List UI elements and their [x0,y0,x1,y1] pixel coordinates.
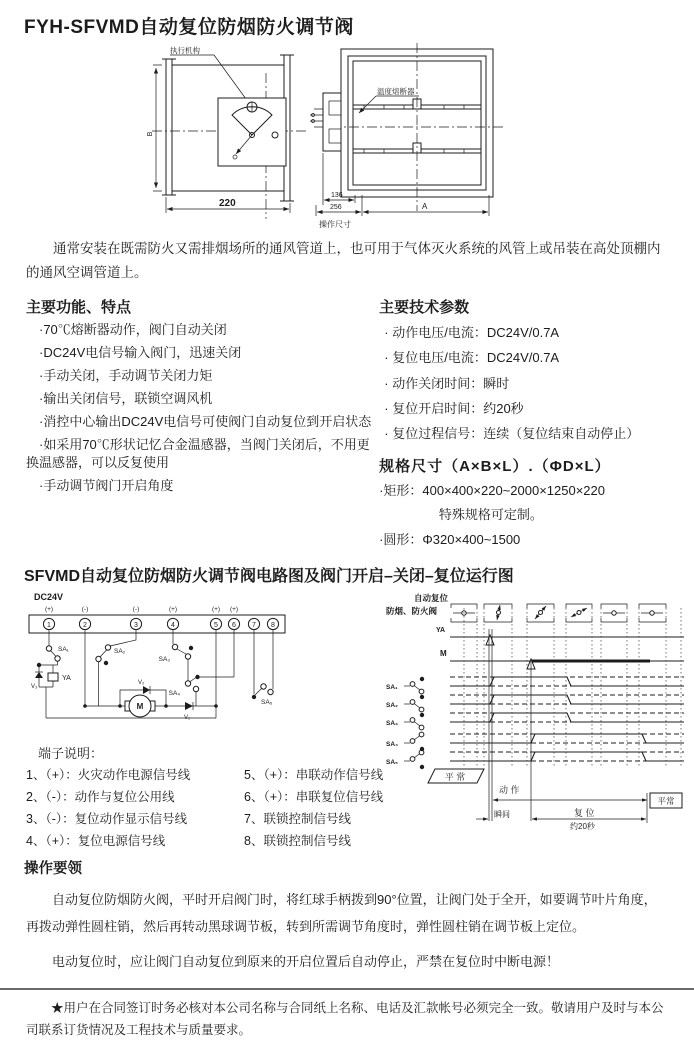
phase-reset-time: 约20秒 [570,822,595,832]
timing-diagram [384,589,694,833]
sa2-label: SA₂ [114,648,126,656]
feature-item: ·消控中心输出DC24V电信号可使阀门自动复位到开启状态 [39,413,372,429]
timing-sa4-label: SA₄ [386,741,399,749]
diagram-section-heading: SFVMD自动复位防烟防火调节阀电路图及阀门开启–关闭–复位运行图 [24,568,514,586]
param-item: · 动作电压/电流：DC24V/0.7A [384,324,560,340]
terminal-number: 6 [232,622,236,630]
circuit-and-notes [26,589,384,853]
diagram-row [26,589,694,853]
circuit-power-label: DC24V [34,592,64,603]
polarity-1: (+) [44,606,54,614]
terminal-note: 7、联锁控制信号线 [244,811,351,826]
v1-diode-label: V₁ [184,715,191,722]
phase-instant: 瞬间 [494,810,510,820]
timing-ya-label: YA [436,627,446,635]
v2-diode-label: V₂ [138,680,145,687]
timing-sa2-label: SA₂ [386,702,398,710]
terminal-number: 2 [83,622,87,630]
circuit-wiring [31,630,273,721]
valve-drawing-svg [126,43,506,231]
feature-item: ·如采用70℃形状记忆合金温感器，当阀门关闭后，不用更换温感器，可以反复使用 [26,436,370,471]
timing-phase-labels [428,769,682,831]
front-view-drawing [310,43,503,229]
size-rect-line: ·矩形：400×400×220~2000×1250×220 [379,482,605,498]
polarity-2: (-) [81,606,89,614]
technical-drawings [126,43,694,231]
phase-normal-left: 平 常 [444,772,466,783]
size-rect-note: 特殊规格可定制。 [438,507,543,523]
terminal-strip [43,619,278,630]
polarity-6: (+) [229,606,239,614]
feature-param-columns [26,292,668,556]
dim-a-label: A [422,202,428,211]
terminal-note: 6、（+）：串联复位信号线 [244,790,384,805]
timing-title-1: 自动复位 [414,593,449,604]
operation-heading: 操作要领 [24,860,82,877]
feature-item: ·DC24V电信号输入阀门，迅速关闭 [39,345,242,361]
operate-dims-label: 操作尺寸 [319,220,351,229]
timing-sa3-label: SA₃ [386,720,399,728]
actuator-label: 执行机构 [170,46,200,55]
terminal-note: 1、（+）：火灾动作电源信号线 [26,768,191,783]
param-item: · 复位电压/电流：DC24V/0.7A [384,350,560,366]
sa4-label: SA₄ [168,690,180,698]
terminal-notes-heading: 端子说明： [38,746,104,762]
fuse-label: 温度熔断器 [377,87,415,96]
params-heading: 主要技术参数 [379,298,470,316]
page-title: FYH-SFVMD自动复位防烟防火调节阀 [24,17,354,38]
terminal-notes [26,743,384,853]
intro-paragraph: 通常安装在既需防火又需排烟场所的通风管道上，也可用于气体灭火系统的风管上或吊装在高处顶棚内的通风空调管道上。 [26,241,661,281]
param-item: · 复位过程信号：连续（复位结束自动停止） [384,426,640,442]
footer-note [0,988,694,1042]
size-heading: 规格尺寸（A×B×L）.（ΦD×L） [379,457,611,475]
phase-normal-right: 平常 [657,796,675,807]
v3-diode-label: V₃ [31,684,38,691]
motor-symbol: M [136,702,144,712]
valve-state-cells [451,604,666,622]
terminal-notes-right [244,765,384,853]
polarity-5: (+) [211,606,221,614]
terminal-number: 4 [171,622,175,630]
terminal-number: 5 [214,622,218,630]
timing-sa5-label: SA₅ [386,759,399,767]
terminal-note: 3、（-）：复位动作显示信号线 [26,811,188,826]
footer-note-text: ★用户在合同签订时务必核对本公司名称与合同纸上名称、电话及汇款帐号必须完全一致。敬请用户及时与本公司联系订货情况及工程技术与质量要求。 [26,1000,664,1038]
param-item: · 复位开启时间：约20秒 [384,400,524,416]
terminal-note: 4、（+）：复位电源信号线 [26,833,166,848]
feature-item: ·手动关闭，手动调节关闭力矩 [39,368,213,383]
ya-coil-label: YA [62,675,71,683]
side-view-drawing [147,45,308,219]
param-item: · 动作关闭时间：瞬时 [384,375,510,391]
feature-item: ·70℃熔断器动作，阀门自动关闭 [39,322,227,338]
terminal-number: 3 [134,622,138,630]
params-column [379,292,668,556]
features-heading: 主要功能、特点 [26,298,132,316]
sa5-label: SA₅ [261,699,273,707]
timing-sa1-label: SA₁ [386,684,398,692]
sa-waveforms [386,677,684,769]
terminal-number: 1 [47,622,51,630]
dim-136-label: 136 [331,192,343,199]
features-column [26,292,379,556]
dim-256-label: 256 [330,204,342,211]
terminal-notes-left [26,765,244,853]
terminal-note: 8、联锁控制信号线 [244,833,351,848]
terminal-note: 2、（-）：动作与复位公用线 [26,790,175,805]
feature-item: ·手动调节阀门开启角度 [39,478,174,494]
terminal-number: 8 [271,622,275,630]
polarity-3: (-) [132,606,140,614]
dim-220-label: 220 [219,198,236,209]
dim-b-label: B [147,131,154,137]
phase-reset: 复 位 [574,808,595,819]
sa3-label: SA₃ [158,656,170,664]
terminal-number: 7 [252,622,256,630]
operation-paragraph-1: 自动复位防烟防火阀，平时开启阀门时，将红球手柄拨到90°位置，让阀门处于全开，如要调节叶片角度，再拨动弹性圆柱销，然后再转动黑球调节板，转到所需调节角度时，弹性圆柱销在调节板上定位。 [26,891,657,935]
polarity-4: (+) [168,606,178,614]
timing-m-label: M [440,649,447,659]
size-circle-line: ·圆形：Φ320×400~1500 [379,531,521,547]
timing-title-2: 防烟、防火阀 [386,606,438,617]
sa1-label: SA₁ [58,646,69,654]
feature-item: ·输出关闭信号，联锁空调风机 [39,390,213,406]
terminal-note: 5、（+）：串联动作信号线 [244,768,384,783]
circuit-diagram [26,589,366,741]
phase-action: 动 作 [499,785,520,796]
operation-paragraph-2: 电动复位时，应让阀门自动复位到原来的开启位置后自动停止，严禁在复位时中断电源！ [52,954,560,970]
